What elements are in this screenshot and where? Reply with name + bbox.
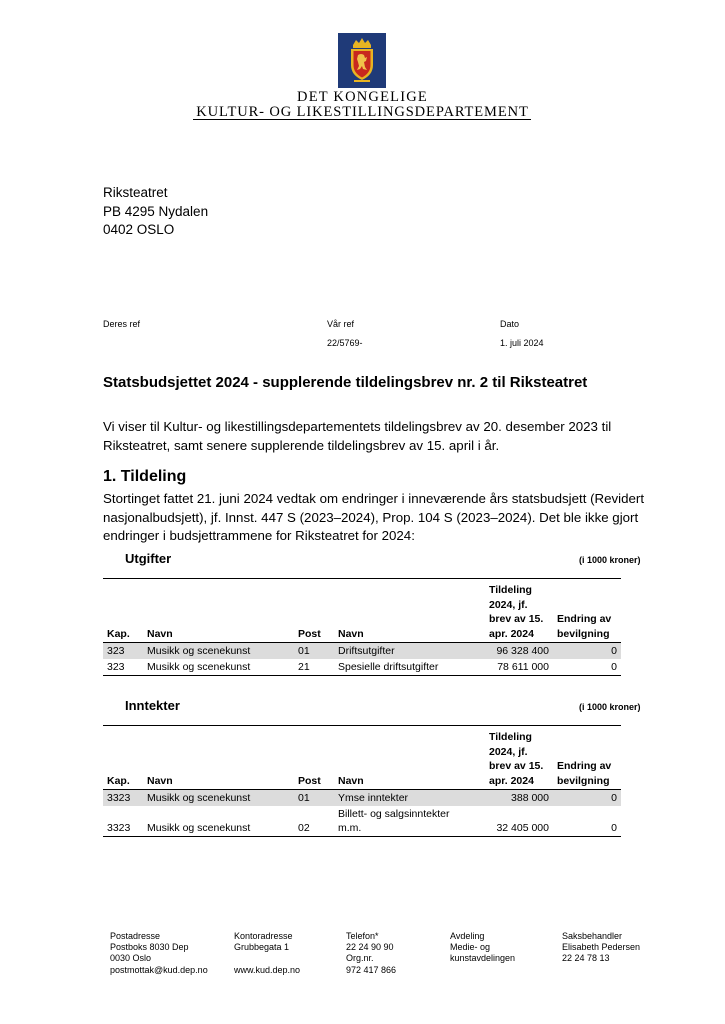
cell-postnavn: Ymse inntekter (338, 792, 409, 804)
table-row (103, 790, 621, 807)
var-ref-value: 22/5769- (327, 338, 363, 348)
table-row (103, 806, 621, 837)
col-postnavn: Navn (338, 627, 364, 640)
col-endring-line1: Endring av (557, 760, 612, 772)
footer-saksbehandler-tel: 22 24 78 13 (562, 953, 610, 964)
col-kap: Kap. (107, 774, 130, 787)
footer-avdeling-line1: Medie- og (450, 942, 491, 953)
section-tildeling-text: Stortinget fattet 21. juni 2024 vedtak om endringer i inneværende års statsbudsjett (Revidert nasjonalbudsjett), jf. Innst. 447 S (2023–2024), Prop. 104 S (2023–2024). Det ble ikke gjort endringer i budsjettrammene for Riksteatret for 2024: (103, 491, 645, 543)
col-endring-line2: bevilgning (557, 627, 610, 640)
utgifter-title: Utgifter (125, 551, 172, 566)
cell-post: 02 (298, 822, 310, 834)
cell-navn: Musikk og scenekunst (147, 792, 251, 804)
col-tildeling (485, 726, 553, 790)
subject-heading: Statsbudsjettet 2024 - supplerende tildelingsbrev nr. 2 til Riksteatret (103, 374, 588, 391)
section-heading-tildeling: 1. Tildeling (103, 468, 187, 485)
cell-endring: 0 (611, 822, 617, 834)
cell-tildeling: 78 611 000 (497, 661, 549, 673)
footer-saksbehandler (562, 931, 640, 965)
cell-post: 01 (298, 645, 310, 657)
col-post: Post (298, 774, 321, 787)
cell-postnavn: Driftsutgifter (338, 645, 395, 657)
cell-postnavn (334, 806, 485, 837)
table-row (103, 659, 621, 676)
cell-kap: 323 (107, 645, 125, 657)
col-tildeling-line3: brev av 15. (489, 613, 544, 625)
cell-postnavn-line1: Billett- og salgsinntekter (338, 808, 450, 820)
table-header-row (103, 726, 621, 790)
footer-kontor-line1: Grubbegata 1 (234, 942, 290, 953)
col-tildeling-line2: 2024, jf. (489, 598, 528, 611)
footer-orgnr-label: Org.nr. (346, 953, 374, 964)
utgifter-table (103, 578, 621, 676)
footer-postadresse-line2: 0030 Oslo (110, 953, 152, 964)
col-postnavn: Navn (338, 774, 364, 787)
cell-kap: 3323 (107, 822, 131, 834)
cell-kap: 323 (107, 661, 125, 673)
footer-kontoradresse (234, 931, 300, 976)
footer-telefon-number: 22 24 90 90 (346, 942, 394, 953)
header-rule (193, 119, 531, 120)
col-endring (553, 726, 621, 790)
cell-postnavn-line2: m.m. (338, 822, 362, 834)
footer-telefon (346, 931, 396, 976)
cell-post: 01 (298, 792, 310, 804)
col-tildeling-line4: apr. 2024 (489, 774, 534, 787)
department-name-line1: DET KONGELIGE (297, 89, 428, 105)
footer-kontor-label: Kontoradresse (234, 931, 293, 941)
cell-endring: 0 (611, 645, 617, 657)
col-endring-line1: Endring av (557, 613, 612, 625)
footer-avdeling (450, 931, 515, 965)
cell-navn: Musikk og scenekunst (147, 645, 251, 657)
footer-postadresse (110, 931, 208, 976)
col-endring-line2: bevilgning (557, 774, 610, 787)
footer-saksbehandler-label: Saksbehandler (562, 931, 623, 941)
col-endring (553, 579, 621, 643)
col-tildeling-line2: 2024, jf. (489, 745, 528, 758)
table-header-row (103, 579, 621, 643)
deres-ref-label: Deres ref (103, 319, 141, 329)
cell-tildeling: 96 328 400 (496, 645, 549, 657)
col-tildeling (485, 579, 553, 643)
var-ref-label: Vår ref (327, 319, 355, 329)
col-tildeling-line1: Tildeling (489, 584, 532, 596)
col-post: Post (298, 627, 321, 640)
col-navn: Navn (147, 627, 173, 640)
cell-tildeling: 32 405 000 (496, 822, 549, 834)
cell-postnavn: Spesielle driftsutgifter (338, 661, 439, 673)
col-tildeling-line1: Tildeling (489, 731, 532, 743)
utgifter-unit: (i 1000 kroner) (579, 555, 641, 565)
cell-post: 21 (298, 661, 310, 673)
footer-saksbehandler-name: Elisabeth Pedersen (562, 942, 641, 953)
col-kap: Kap. (107, 627, 130, 640)
footer-orgnr-value: 972 417 866 (346, 964, 397, 975)
cell-endring: 0 (611, 792, 617, 804)
footer-postadresse-label: Postadresse (110, 931, 161, 941)
footer-email[interactable]: postmottak@kud.dep.no (110, 964, 208, 975)
norwegian-coat-of-arms-icon (338, 33, 386, 88)
inntekter-table (103, 725, 621, 837)
table-row (103, 643, 621, 660)
department-name-line2: KULTUR- OG LIKESTILLINGSDEPARTEMENT (196, 104, 529, 120)
dato-value: 1. juli 2024 (500, 338, 544, 348)
inntekter-title: Inntekter (125, 698, 180, 713)
cell-navn: Musikk og scenekunst (147, 822, 251, 834)
dato-label: Dato (500, 319, 520, 329)
col-navn: Navn (147, 774, 173, 787)
cell-navn: Musikk og scenekunst (147, 661, 251, 673)
cell-kap: 3323 (107, 792, 131, 804)
footer-website-link[interactable]: www.kud.dep.no (234, 964, 301, 975)
footer-avdeling-label: Avdeling (450, 931, 485, 941)
intro-paragraph: Vi viser til Kultur- og likestillingsdepartementets tildelingsbrev av 20. desember 2023 til Riksteatret, samt senere supplerende tildelingsbrev av 15. april i år. (103, 419, 612, 453)
recipient-name: Riksteatret (103, 185, 168, 200)
col-tildeling-line3: brev av 15. (489, 760, 544, 772)
cell-endring: 0 (611, 661, 617, 673)
footer-avdeling-line2: kunstavdelingen (450, 953, 516, 964)
cell-tildeling: 388 000 (511, 792, 549, 804)
recipient-street: PB 4295 Nydalen (103, 204, 209, 219)
inntekter-unit: (i 1000 kroner) (579, 702, 641, 712)
recipient-city: 0402 OSLO (103, 222, 175, 237)
footer-postadresse-line1: Postboks 8030 Dep (110, 942, 189, 953)
footer-telefon-label: Telefon* (346, 931, 379, 941)
col-tildeling-line4: apr. 2024 (489, 627, 534, 640)
